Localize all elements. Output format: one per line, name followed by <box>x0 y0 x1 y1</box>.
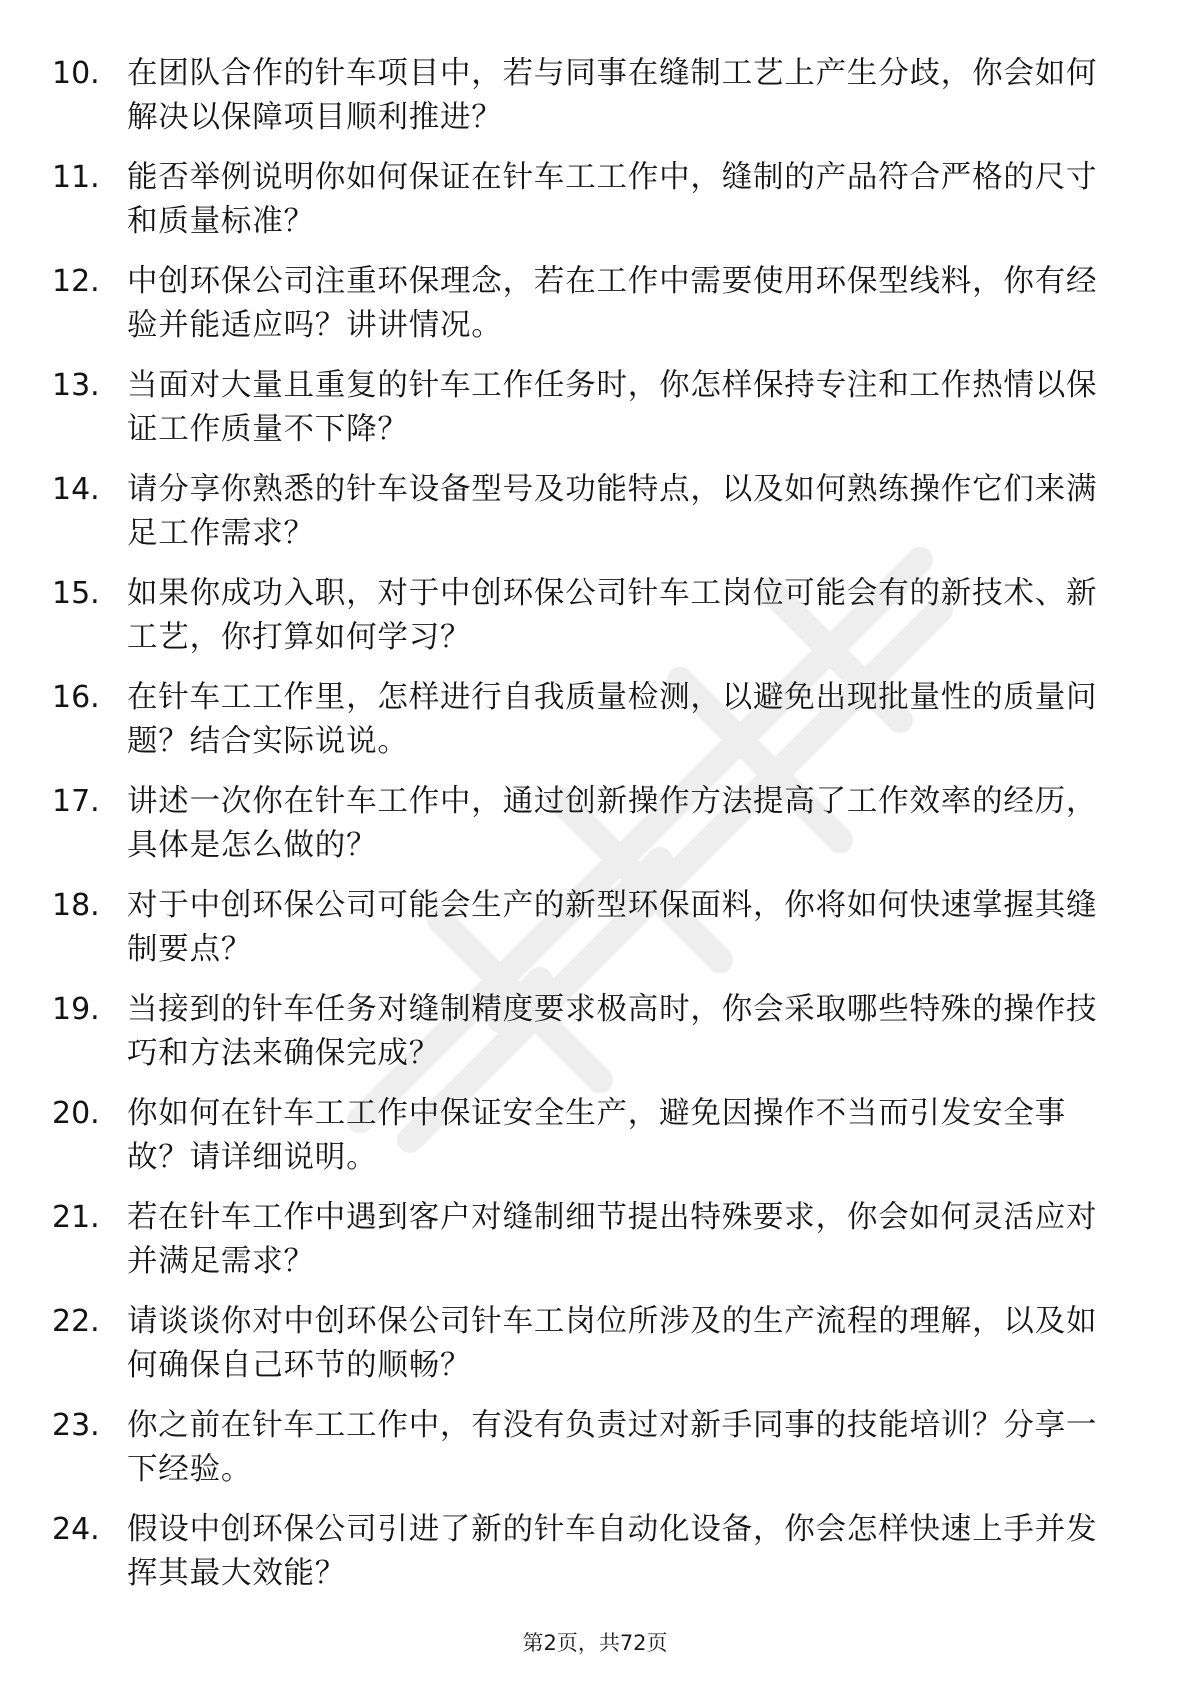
question-item <box>0 260 1190 364</box>
question-item <box>0 988 1190 1092</box>
question-text: 能否举例说明你如何保证在针车工工作中，缝制的产品符合严格的尺寸和质量标准？ <box>127 160 1098 239</box>
question-text: 你之前在针车工工作中，有没有负责过对新手同事的技能培训？分享一下经验。 <box>127 1408 1098 1487</box>
question-number: 12. <box>52 264 100 299</box>
question-item <box>0 572 1190 676</box>
question-item <box>0 156 1190 260</box>
question-text: 请分享你熟悉的针车设备型号及功能特点，以及如何熟练操作它们来满足工作需求？ <box>127 472 1098 551</box>
question-number: 16. <box>52 680 100 715</box>
question-item <box>0 1092 1190 1196</box>
question-text: 对于中创环保公司可能会生产的新型环保面料，你将如何快速掌握其缝制要点？ <box>127 888 1098 967</box>
question-number: 11. <box>52 160 100 195</box>
question-item <box>0 1404 1190 1508</box>
question-text: 如果你成功入职，对于中创环保公司针车工岗位可能会有的新技术、新工艺，你打算如何学习？ <box>127 576 1098 655</box>
question-text: 当接到的针车任务对缝制精度要求极高时，你会采取哪些特殊的操作技巧和方法来确保完成？ <box>127 992 1098 1071</box>
question-number: 21. <box>52 1200 100 1235</box>
question-item <box>0 884 1190 988</box>
question-text: 假设中创环保公司引进了新的针车自动化设备，你会怎样快速上手并发挥其最大效能？ <box>127 1512 1098 1591</box>
question-item <box>0 1300 1190 1404</box>
question-item <box>0 1508 1190 1612</box>
question-text: 请谈谈你对中创环保公司针车工岗位所涉及的生产流程的理解，以及如何确保自己环节的顺畅？ <box>127 1304 1098 1383</box>
question-list <box>0 52 1190 1612</box>
question-text: 你如何在针车工工作中保证安全生产，避免因操作不当而引发安全事故？请详细说明。 <box>127 1096 1066 1175</box>
question-text: 当面对大量且重复的针车工作任务时，你怎样保持专注和工作热情以保证工作质量不下降？ <box>127 368 1098 447</box>
question-item <box>0 364 1190 468</box>
question-number: 17. <box>52 784 100 819</box>
question-number: 13. <box>52 368 100 403</box>
question-number: 24. <box>52 1512 100 1547</box>
question-text: 讲述一次你在针车工作中，通过创新操作方法提高了工作效率的经历，具体是怎么做的？ <box>127 784 1098 863</box>
question-number: 10. <box>52 56 100 91</box>
question-text: 在针车工工作里，怎样进行自我质量检测，以避免出现批量性的质量问题？结合实际说说。 <box>127 680 1098 759</box>
question-number: 18. <box>52 888 100 923</box>
question-item <box>0 676 1190 780</box>
question-number: 23. <box>52 1408 100 1443</box>
question-text: 中创环保公司注重环保理念，若在工作中需要使用环保型线料，你有经验并能适应吗？讲讲情况。 <box>127 264 1098 343</box>
question-text: 若在针车工作中遇到客户对缝制细节提出特殊要求，你会如何灵活应对并满足需求？ <box>127 1200 1098 1279</box>
question-number: 20. <box>52 1096 100 1131</box>
question-number: 14. <box>52 472 100 507</box>
question-number: 19. <box>52 992 100 1027</box>
question-text: 在团队合作的针车项目中，若与同事在缝制工艺上产生分歧，你会如何解决以保障项目顺利推进？ <box>127 56 1098 135</box>
question-item <box>0 1196 1190 1300</box>
question-item <box>0 468 1190 572</box>
question-item <box>0 780 1190 884</box>
question-number: 15. <box>52 576 100 611</box>
question-item <box>0 52 1190 156</box>
page-footer: 第2页，共72页 <box>522 1631 668 1655</box>
question-number: 22. <box>52 1304 100 1339</box>
